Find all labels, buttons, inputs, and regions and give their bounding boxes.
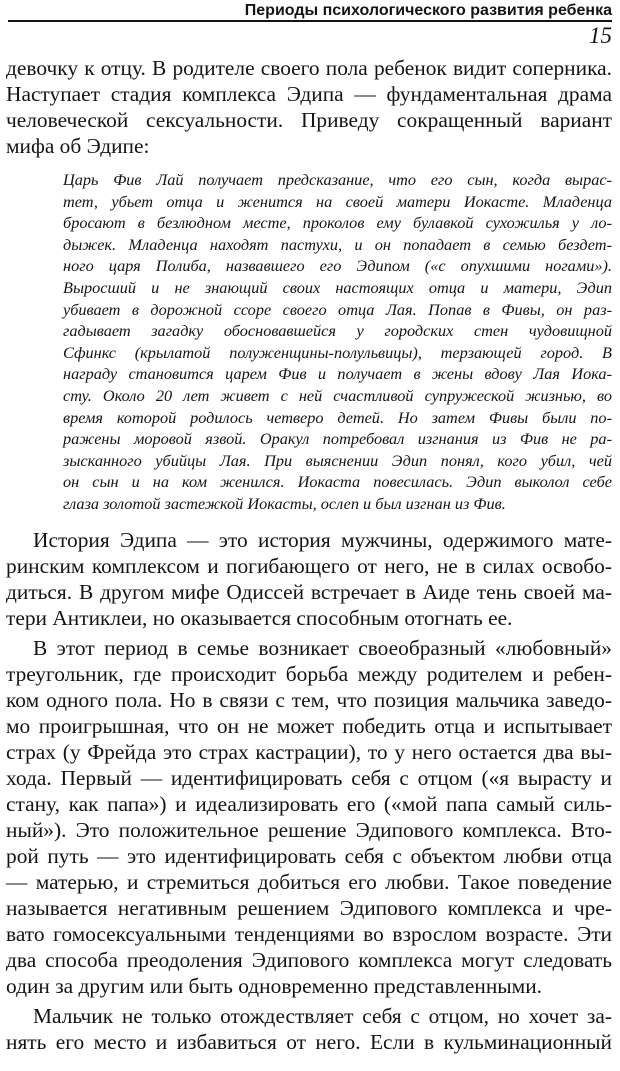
quote-line: глаза золотой застежкой Иокасты, ослеп и был изгнан из Фив. xyxy=(63,493,506,513)
text-line: — матерью, и стремиться добиться его любви. Такое поведение xyxy=(6,869,612,894)
quote-line: дыжек. Младенца находят пастухи, и он попадает в семью бездет- xyxy=(63,234,612,254)
text-line: ком одного пола. Но в связи с тем, что позиция мальчика заведо- xyxy=(6,687,612,712)
text-line: История Эдипа — это история мужчины, одержимого мате- xyxy=(33,527,612,552)
myth-quote-block xyxy=(63,169,612,515)
text-line: мифа об Эдипе: xyxy=(6,134,150,158)
text-line: нять его место и избавиться от него. Если в кульминационный xyxy=(6,1029,612,1054)
text-line: треугольник, где происходит борьба между родителем и ребен- xyxy=(6,661,612,686)
page-number: 15 xyxy=(589,23,612,48)
text-line: ный»). Это положительное решение Эдипового комплекса. Вто- xyxy=(6,817,612,842)
quote-line: он сын и на ком женился. Иокаста повесилась. Эдип выколол себе xyxy=(63,472,612,492)
quote-line: сту. Около 20 лет живет с ней счастливой супружеской жизнью, во xyxy=(63,385,612,405)
text-line: тери Антиклеи, но оказывается способным отогнать ее. xyxy=(6,605,513,630)
quote-line: убивает в дорожной ссоре своего отца Лая. Попав в Фивы, он раз- xyxy=(63,299,612,319)
running-title: Периоды психологического развития ребенка xyxy=(244,2,612,19)
text-line: хода. Первый — идентифицировать себя с отцом («я вырасту и xyxy=(6,765,612,790)
quote-line: бросают в безлюдном месте, проколов ему булавкой сухожилья у ло- xyxy=(63,213,612,233)
quote-line: ного царя Полиба, назвавшего его Эдипом («с опухшими ногами»). xyxy=(63,256,612,276)
text-line: два способа преодоления Эдипового комплекса могут следовать xyxy=(6,947,612,972)
text-line: В этот период в семье возникает своеобразный «любовный» xyxy=(33,635,612,660)
quote-line: время которой родилось четверо детей. Но затем Фивы были по- xyxy=(63,407,612,427)
text-line: мо проигрышная, что он не может победить отца и испытывает xyxy=(6,713,612,738)
text-line: ринским комплексом и погибающего от него, не в силах освобо- xyxy=(6,553,612,578)
main-text xyxy=(6,55,612,1055)
quote-line: ражены моровой язвой. Оракул потребовал изгнания из Фив не ра- xyxy=(63,429,612,449)
quote-line: Сфинкс (крылатой полуженщины-полульвицы), терзающей город. В xyxy=(63,342,612,362)
text-line: диться. В другом мифе Одиссей встречает в Аиде тень своей ма- xyxy=(6,579,612,604)
quote-line: тет, убьет отца и женится на своей матери Иокасте. Младенца xyxy=(63,191,612,211)
quote-line: Царь Фив Лай получает предсказание, что его сын, когда выраc- xyxy=(63,170,612,189)
text-line: рой путь — это идентифицировать себя с объектом любви отца xyxy=(6,843,612,868)
text-line: называется негативным решением Эдипового комплекса и чре- xyxy=(6,895,612,920)
quote-line: гадывает загадку обосновавшейся у городских стен чудовищной xyxy=(63,321,612,341)
quote-line: награду становится царем Фив и получает в жены вдову Лая Иока- xyxy=(63,364,612,384)
text-line: страх (у Фрейда это страх кастрации), то у него остается два вы- xyxy=(6,739,612,764)
header-rule xyxy=(8,20,612,22)
quote-line: зысканного убийцы Лая. При выяснении Эдип понял, кого убил, чей xyxy=(63,450,612,470)
text-line: вато гомосексуальными тенденциями во взрослом возрасте. Эти xyxy=(6,921,612,946)
quote-line: Выросший и не знающий своих настоящих отца и матери, Эдип xyxy=(63,277,612,297)
text-line: человеческой сексуальности. Приведу сокращенный вариант xyxy=(6,108,612,132)
text-line: Мальчик не только отождествляет себя с отцом, но хочет за- xyxy=(33,1003,612,1028)
text-line: девочку к отцу. В родителе своего пола ребенок видит соперника. xyxy=(6,56,612,80)
text-line: стану, как папа») и идеализировать его («мой папа самый силь- xyxy=(6,791,612,816)
text-line: один за другим или быть одновременно представленными. xyxy=(6,973,542,998)
text-line: Наступает стадия комплекса Эдипа — фундаментальная драма xyxy=(6,82,612,106)
